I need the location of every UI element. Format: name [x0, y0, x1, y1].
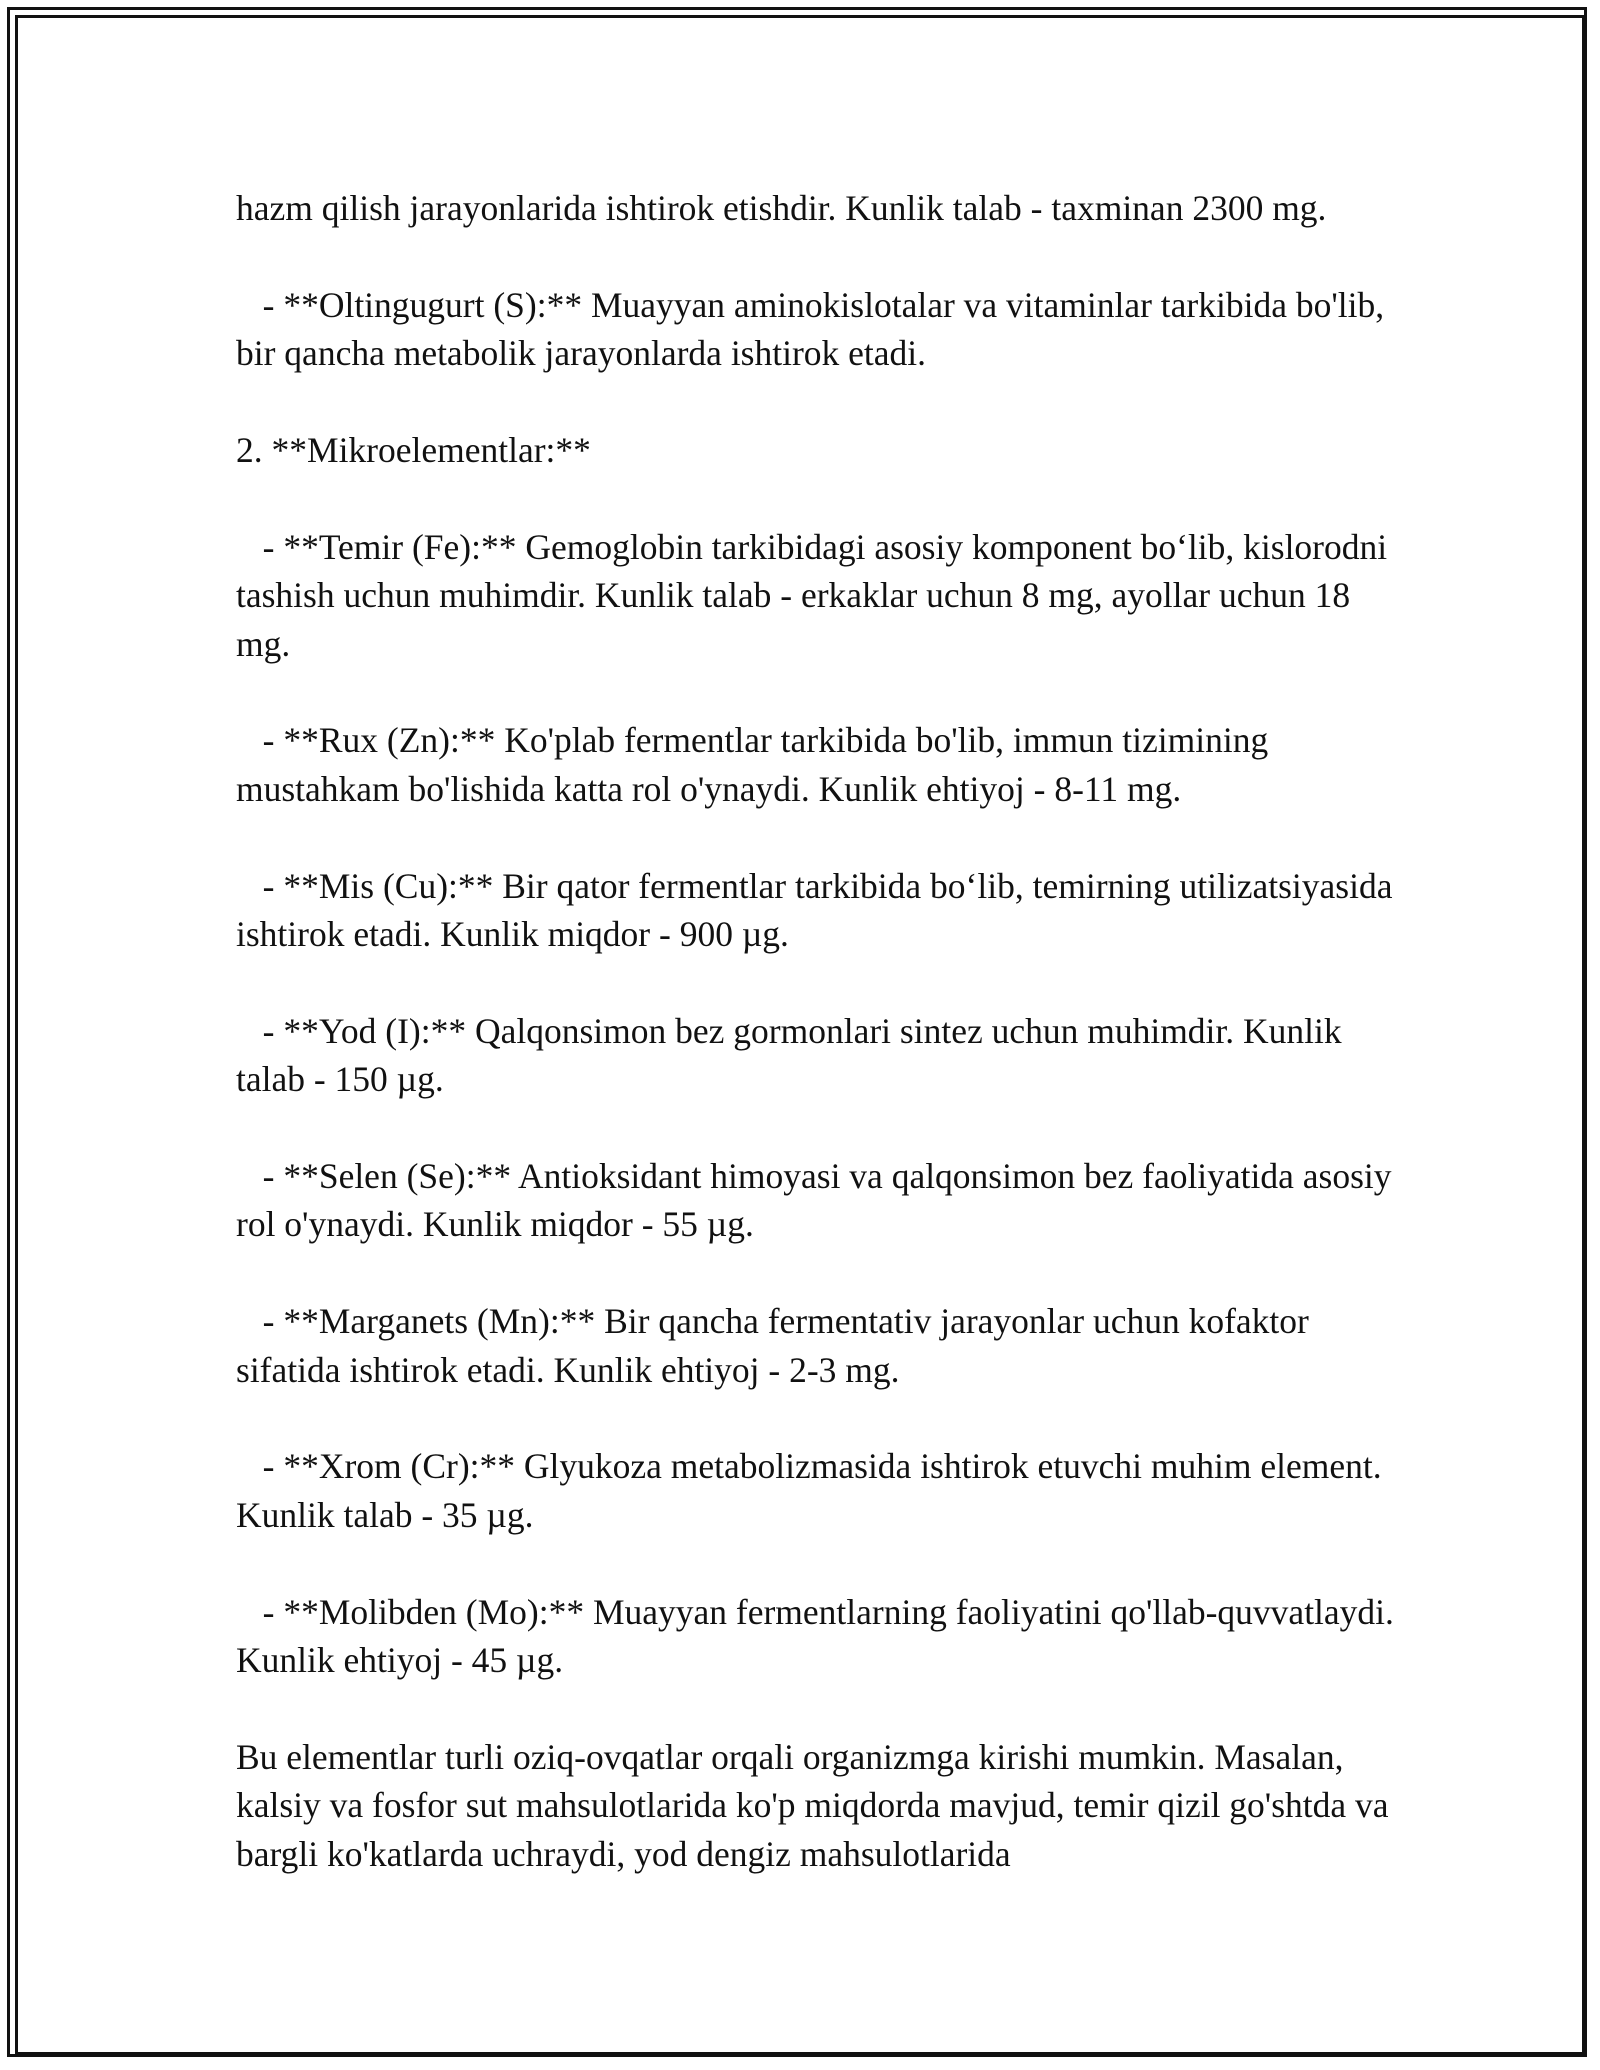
list-item-iron: - **Temir (Fe):** Gemoglobin tarkibidagi asosiy komponent bo‘lib, kislorodni tashish uchun muhimdir. Kunlik talab - erkaklar uchun 8 mg, ayollar uchun 18 mg. — [236, 526, 1396, 664]
list-item-iodine: - **Yod (I):** Qalqonsimon bez gormonlari sintez uchun muhimdir. Kunlik talab - 150 µg. — [236, 1010, 1351, 1100]
section-heading-microelements: 2. **Mikroelementlar:** — [236, 430, 591, 470]
list-item-sulfur: - **Oltingugurt (S):** Muayyan aminokislotalar va vitaminlar tarkibida bo'lib, bir qancha metabolik jarayonlarda ishtirok etadi. — [236, 284, 1393, 374]
paragraph-food-sources: Bu elementlar turli oziq-ovqatlar orqali organizmga kirishi mumkin. Masalan, kalsiy va fosfor sut mahsulotlarida ko'p miqdorda mavjud, temir qizil go'shtda va bargli ko'katlarda uchraydi, yod dengiz mahsulotlarida — [236, 1736, 1398, 1874]
list-item-manganese: - **Marganets (Mn):** Bir qancha fermentativ jarayonlar uchun kofaktor sifatida ishtirok etadi. Kunlik ehtiyoj - 2-3 mg. — [236, 1301, 1318, 1390]
paragraph-sulfur-intro: hazm qilish jarayonlarida ishtirok etishdir. Kunlik talab - taxminan 2300 mg. — [236, 188, 1327, 228]
list-item-molybdenum: - **Molibden (Mo):** Muayyan fermentlarning faoliyatini qo'llab-quvvatlaydi. Kunlik ehtiyoj - 45 µg. — [236, 1591, 1403, 1681]
list-item-chromium: - **Xrom (Cr):** Glyukoza metabolizmasida ishtirok etuvchi muhim element. Kunlik talab - 35 µg. — [236, 1446, 1391, 1535]
list-item-zinc: - **Rux (Zn):** Ko'plab fermentlar tarkibida bo'lib, immun tizimining mustahkam bo'lishida katta rol o'ynaydi. Kunlik ehtiyoj - 8-11 mg. — [236, 720, 1278, 809]
list-item-copper: - **Mis (Cu):** Bir qator fermentlar tarkibida bo‘lib, temirning utilizatsiyasida ishtirok etadi. Kunlik miqdor - 900 µg. — [236, 865, 1402, 955]
document-body — [236, 184, 1406, 1878]
list-item-selenium: - **Selen (Se):** Antioksidant himoyasi va qalqonsimon bez faoliyatida asosiy rol o'ynaydi. Kunlik miqdor - 55 µg. — [236, 1156, 1401, 1245]
